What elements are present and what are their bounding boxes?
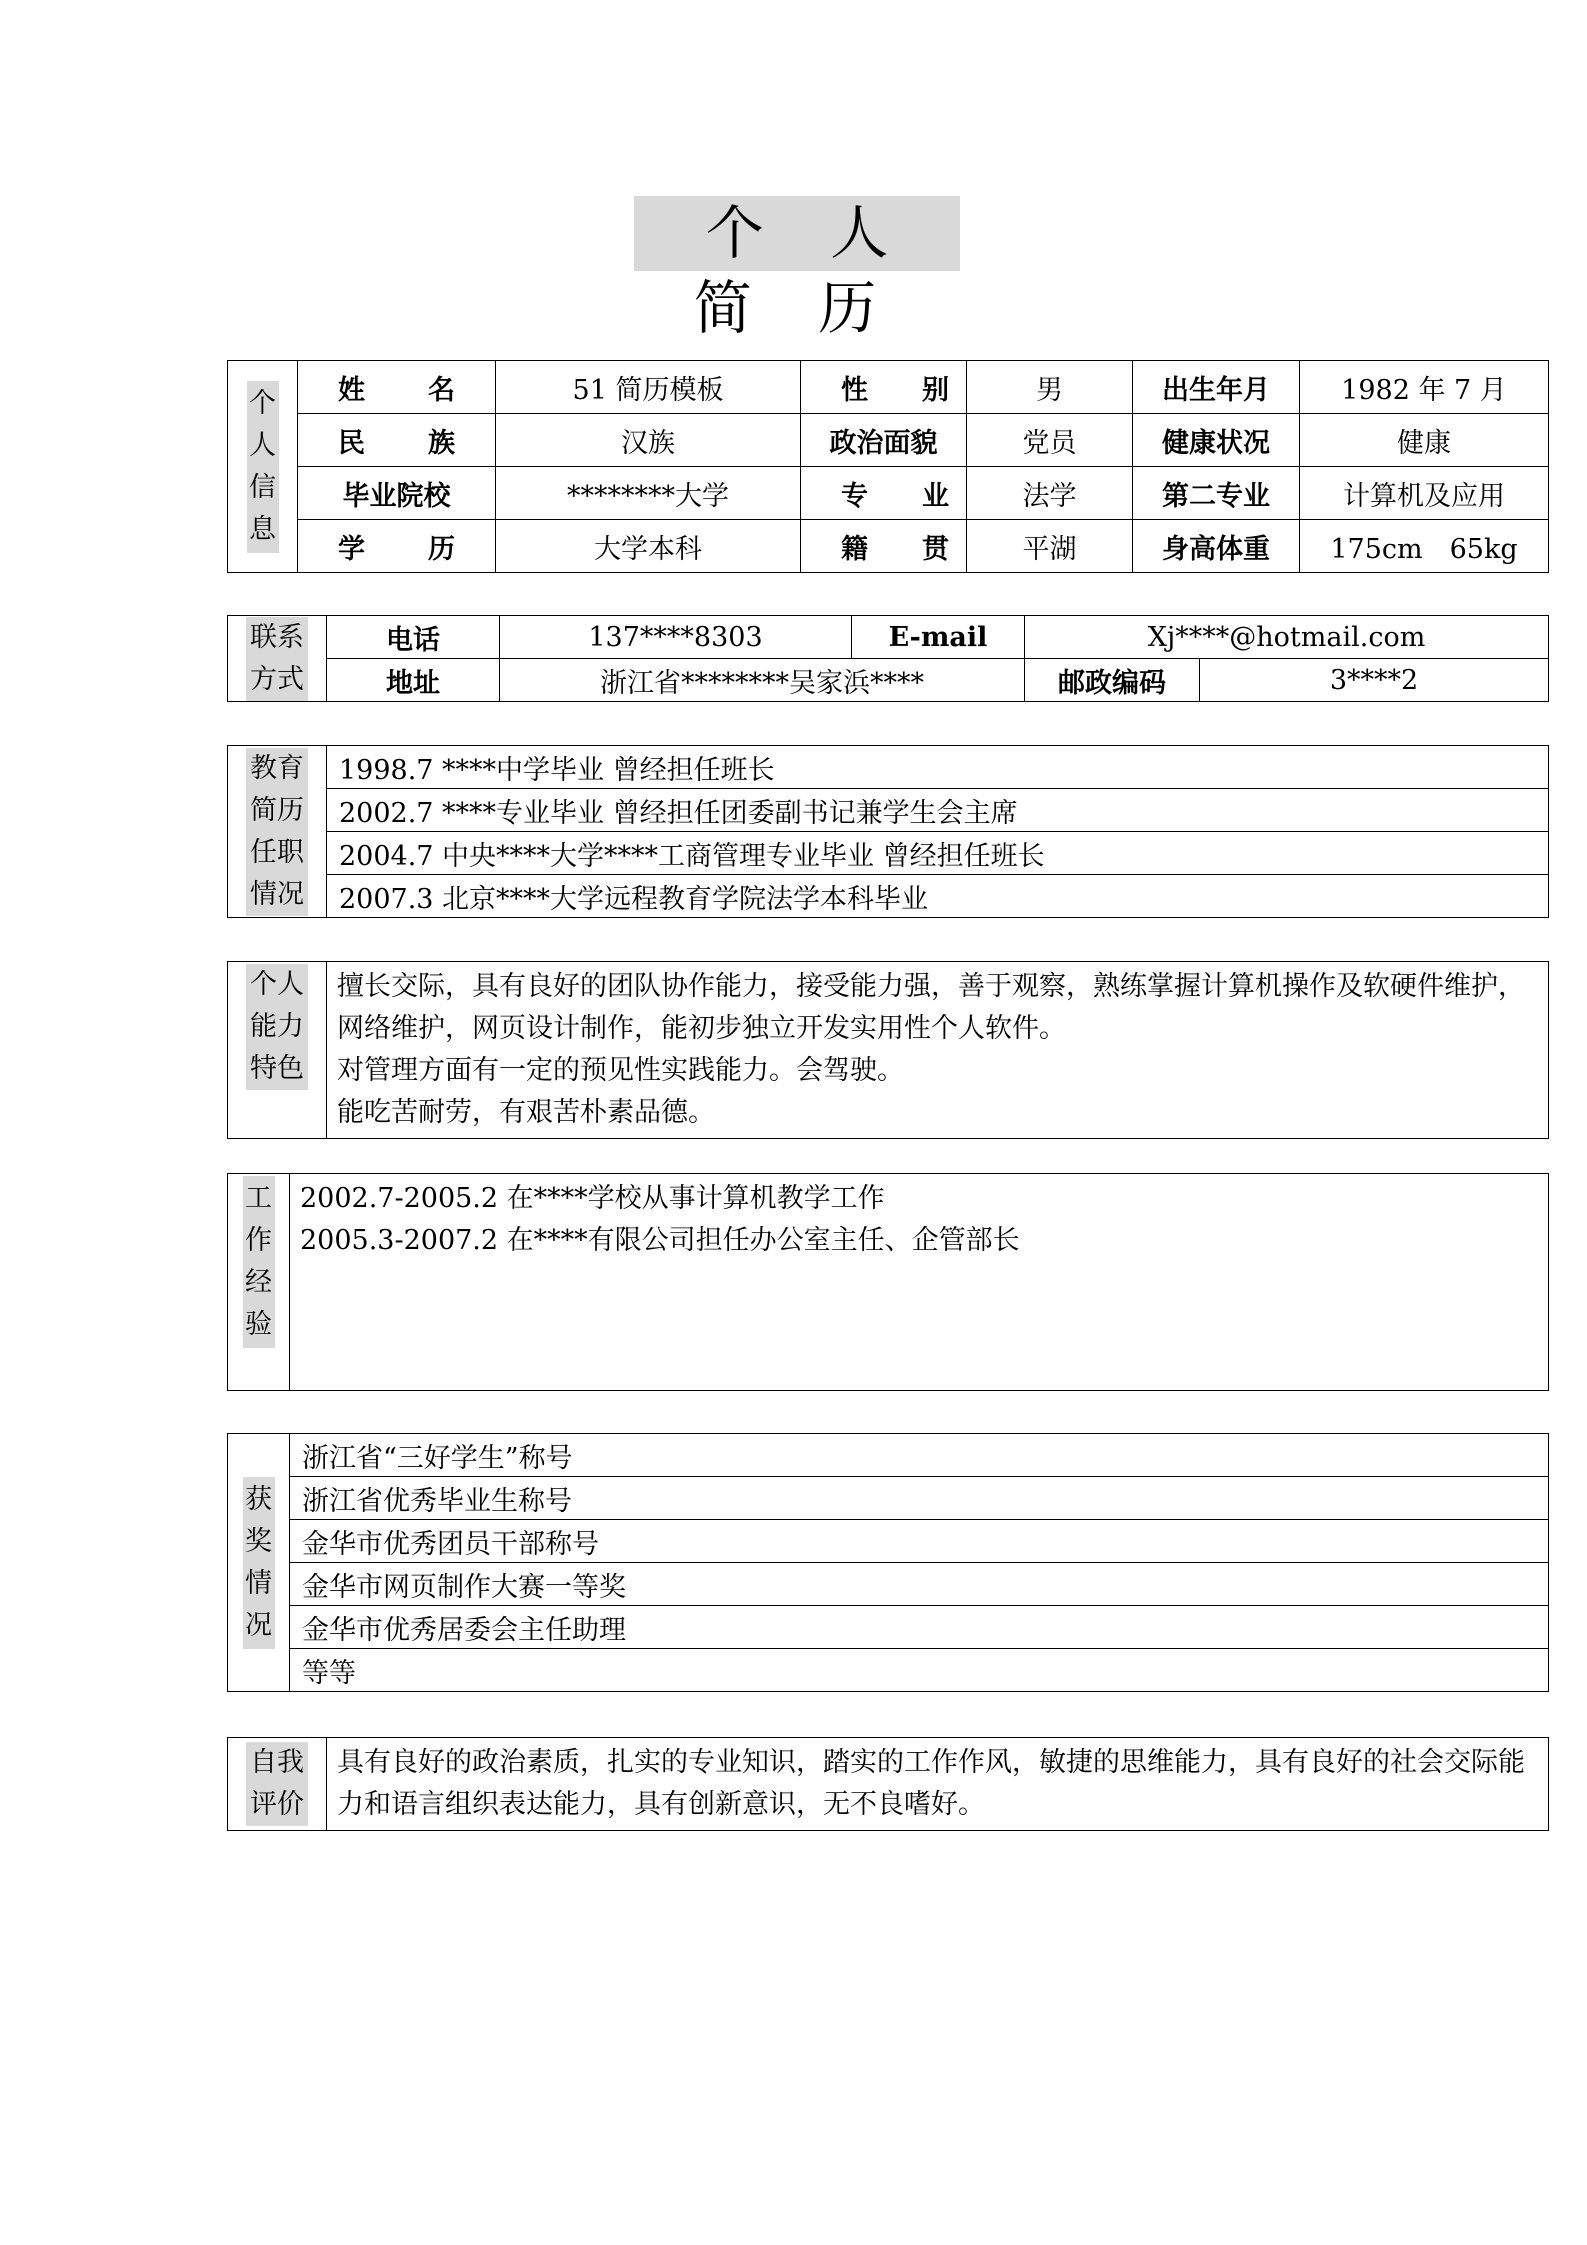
education-item: 1998.7 ****中学毕业 曾经担任班长 [327,746,1549,789]
phone-value: 137****8303 [500,616,852,659]
field-key: 性 别 [801,361,967,414]
self-eval-table [227,1737,1549,1831]
field-key: 姓 名 [298,361,496,414]
education-item: 2002.7 ****专业毕业 曾经担任团委副书记兼学生会主席 [327,789,1549,832]
education-item: 2007.3 北京****大学远程教育学院法学本科毕业 [327,875,1549,918]
field-key: 学 历 [298,520,496,573]
field-value: 1982 年 7 月 [1300,361,1549,414]
field-value: 175cm 65kg [1300,520,1549,573]
work-label: 工作经验 [228,1174,290,1391]
education-label: 教育简历任职情况 [228,746,327,918]
awards-label: 获奖情况 [228,1434,290,1692]
award-item: 浙江省优秀毕业生称号 [290,1477,1549,1520]
personal-info-table [227,360,1549,573]
field-key: 出生年月 [1133,361,1300,414]
ability-label: 个人能力特色 [228,962,327,1139]
field-value: 男 [967,361,1133,414]
field-key: 身高体重 [1133,520,1300,573]
field-key: 毕业院校 [298,467,496,520]
field-key: 健康状况 [1133,414,1300,467]
work-item: 2005.3-2007.2 在****有限公司担任办公室主任、企管部长 [300,1225,1020,1256]
field-value: 平湖 [967,520,1133,573]
field-value: 汉族 [496,414,801,467]
field-value: 51 简历模板 [496,361,801,414]
awards-table [227,1433,1549,1692]
field-value: 党员 [967,414,1133,467]
contact-table [227,615,1549,702]
email-value: Xj****@hotmail.com [1025,616,1549,659]
field-key: 籍 贯 [801,520,967,573]
field-key: 政治面貌 [801,414,967,467]
zip-key: 邮政编码 [1025,659,1200,702]
page-title: 个 人 简 历 [634,196,960,271]
self-eval-label: 自我评价 [228,1738,327,1831]
work-item: 2002.7-2005.2 在****学校从事计算机教学工作 [300,1183,885,1214]
field-value: 计算机及应用 [1300,467,1549,520]
field-key: 专 业 [801,467,967,520]
field-value: 健康 [1300,414,1549,467]
award-item: 金华市优秀团员干部称号 [290,1520,1549,1563]
work-table [227,1173,1549,1391]
ability-line: 能吃苦耐劳，有艰苦朴素品德。 [337,1097,715,1128]
field-value: 大学本科 [496,520,801,573]
ability-line: 对管理方面有一定的预见性实践能力。会驾驶。 [337,1055,904,1086]
education-table [227,745,1549,918]
field-key: 第二专业 [1133,467,1300,520]
award-item: 金华市优秀居委会主任助理 [290,1606,1549,1649]
address-key: 地址 [327,659,500,702]
self-eval-text: 具有良好的政治素质，扎实的专业知识，踏实的工作作风，敏捷的思维能力，具有良好的社会交际能力和语言组织表达能力，具有创新意识，无不良嗜好。 [327,1738,1549,1831]
zip-value: 3****2 [1200,659,1549,702]
award-item: 等等 [290,1649,1549,1692]
email-key: E-mail [852,616,1025,659]
field-value: 法学 [967,467,1133,520]
field-value: ********大学 [496,467,801,520]
phone-key: 电话 [327,616,500,659]
personal-info-label: 个人信息 [228,361,298,573]
address-value: 浙江省********吴家浜**** [500,659,1025,702]
field-key: 民 族 [298,414,496,467]
ability-table [227,961,1549,1139]
ability-text [327,962,1549,1139]
work-list [290,1174,1549,1391]
education-item: 2004.7 中央****大学****工商管理专业毕业 曾经担任班长 [327,832,1549,875]
contact-label: 联系方式 [228,616,327,702]
award-item: 浙江省“三好学生”称号 [290,1434,1549,1477]
ability-line: 擅长交际，具有良好的团队协作能力，接受能力强，善于观察，熟练掌握计算机操作及软硬件维护，网络维护，网页设计制作，能初步独立开发实用性个人软件。 [337,971,1525,1044]
award-item: 金华市网页制作大赛一等奖 [290,1563,1549,1606]
